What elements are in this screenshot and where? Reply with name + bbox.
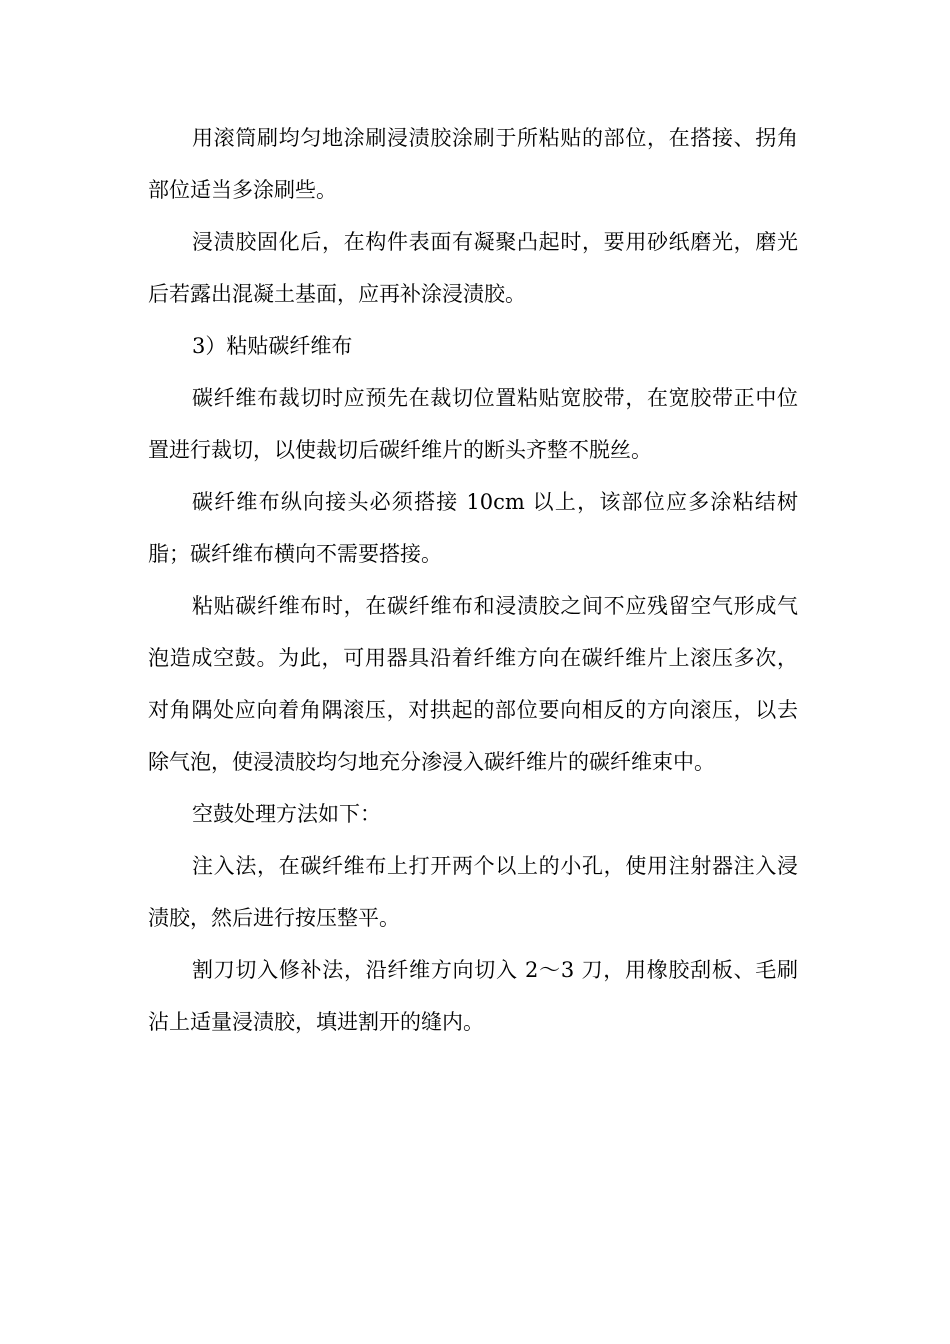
paragraph-overlap: 碳纤维布纵向接头必须搭接 10cm 以上，该部位应多涂粘结树脂；碳纤维布横向不需要搭接。: [148, 490, 798, 566]
paragraph-void-treatment-intro: 空鼓处理方法如下：: [192, 802, 381, 826]
section-heading-apply-carbon-fiber: 3）粘贴碳纤维布: [192, 334, 353, 358]
paragraph-injection-method: 注入法，在碳纤维布上打开两个以上的小孔，使用注射器注入浸渍胶，然后进行按压整平。: [148, 854, 798, 930]
paragraph-cut-repair-method: 割刀切入修补法，沿纤维方向切入 2～3 刀，用橡胶刮板、毛刷沾上适量浸渍胶，填进割开的缝内。: [148, 958, 798, 1034]
paragraph-sanding: 浸渍胶固化后，在构件表面有凝聚凸起时，要用砂纸磨光，磨光后若露出混凝土基面，应再补涂浸渍胶。: [148, 230, 798, 306]
paragraph-rolling: 粘贴碳纤维布时，在碳纤维布和浸渍胶之间不应残留空气形成气泡造成空鼓。为此，可用器具沿着纤维方向在碳纤维片上滚压多次，对角隅处应向着角隅滚压，对拱起的部位要向相反的方向滚压，以去除气泡，使浸渍胶均匀地充分渗浸入碳纤维片的碳纤维束中。: [148, 594, 798, 774]
paragraph-glue-brushing: 用滚筒刷均匀地涂刷浸渍胶涂刷于所粘贴的部位，在搭接、拐角部位适当多涂刷些。: [148, 126, 798, 202]
document-page: [148, 112, 798, 1048]
paragraph-cutting: 碳纤维布裁切时应预先在裁切位置粘贴宽胶带，在宽胶带正中位置进行裁切，以使裁切后碳纤维片的断头齐整不脱丝。: [148, 386, 798, 462]
